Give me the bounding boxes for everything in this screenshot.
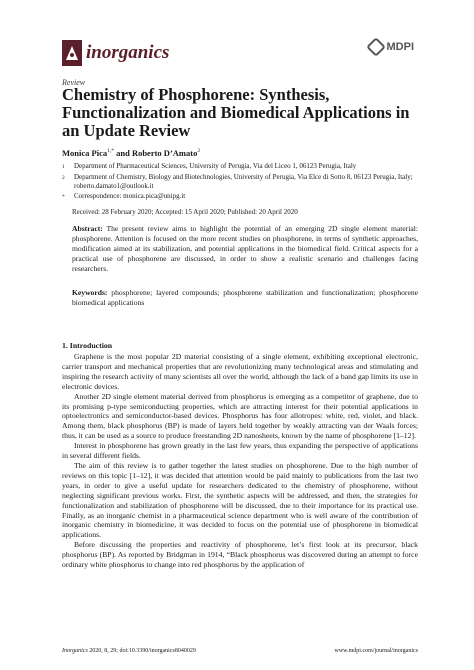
paragraph: Graphene is the most popular 2D material consisting of a single element, exhibiting exceptional electronic, carrier transport and mechanical properties that are revolutionizing many technological areas and stimulating and inspiring the research activity of many scientists all over the world, although the lack of a band gap limits its use in electronic devices. [62, 352, 418, 391]
affiliation-number: * [62, 193, 65, 200]
author-name[interactable]: Monica Pica [62, 148, 108, 158]
abstract [72, 224, 418, 274]
abstract-text: The present review aims to highlight the potential of an emerging 2D single element material: phosphorene. Attention is focused on the more recent studies on phosphorene, in terms of synthetic approaches, modification aimed at its stabilization, and potential applications in the biomedical field. Critical aspects for a practical use of phosphorene are discussed, in order to show a realistic scenario and challenges facing researchers. [72, 224, 418, 273]
paragraph: Before discussing the properties and reactivity of phosphorene, let’s first look at its precursor, black phosphorus (BP). As reported by Bridgman in 1914, “Black phosphorus was discovered during an attempt to force ordinary white phosphorus to change into red phosphorus by the application of [62, 540, 418, 570]
affiliation-text: Department of Chemistry, Biology and Biotechnologies, University of Perugia, Via Elce di Sotto 8, 06123 Perugia, Italy; roberto.damato1@outlook.it [74, 172, 413, 191]
footer-url[interactable]: www.mdpi.com/journal/inorganics [334, 648, 418, 654]
author-affiliation-mark: 1,* [107, 148, 114, 155]
journal-name: inorganics [86, 42, 170, 63]
affiliation-number: 2 [62, 174, 65, 181]
author-affiliation-mark: 2 [197, 148, 201, 155]
article-title: Chemistry of Phosphorene: Synthesis, Functionalization and Biomedical Applications in an Update Review [62, 85, 410, 140]
publisher-logo[interactable] [369, 40, 415, 54]
abstract-label: Abstract: [72, 224, 103, 233]
paragraph: Another 2D single element material derived from phosphorus is emerging as a competitor of graphene, due to its promising p-type semiconducting properties, which are attracting interest for their potential applications in optoelectronics and semiconductor-based devices. Phosphorus has four allotropes: white, red, violet, and black. Among them, black phosphorus (BP) is made of layers held together by weakly attracting van der Waals forces; thus, it can be used as a source to produce freestanding 2D nanosheets, known by the name of phosphorene [1–12]. [62, 391, 418, 441]
keywords-text: phosphorene; layered compounds; phosphorene stabilization and functionalization; phosphorene biomedical applications [72, 288, 418, 307]
paragraph: Interest in phosphorene has grown greatly in the last few years, thus expanding the perspective of applications in several different fields. [62, 441, 418, 461]
affiliation-text: Correspondence: monica.pica@unipg.it [74, 191, 186, 200]
author-name[interactable]: Roberto D’Amato [131, 148, 198, 158]
keywords-label: Keywords: [72, 288, 108, 297]
body-text [62, 352, 418, 570]
journal-logo[interactable] [62, 40, 169, 66]
affiliation-item [62, 192, 432, 203]
inorganics-logo-icon [62, 40, 82, 66]
footer-citation-text[interactable]: 2020, 8, 29; doi:10.3390/inorganics8040029 [87, 648, 196, 654]
publication-dates: Received: 28 February 2020; Accepted: 15 April 2020; Published: 20 April 2020 [72, 208, 298, 216]
publisher-name: MDPI [386, 41, 414, 53]
article-type: Review [62, 78, 86, 87]
affiliation-item [62, 173, 432, 192]
affiliation-text: Department of Pharmaceutical Sciences, University of Perugia, Via del Liceo 1, 06123 Perugia, Italy [74, 162, 357, 170]
paragraph: The aim of this review is to gather together the latest studies on phosphorene. Due to the high number of reviews on this topic [1–12], it was decided that attention would be paid mainly to publications from the last two years, in order to give a useful update for researchers dedicated to the chemistry of phosphorene, without neglecting significant previous works. First, the synthetic aspects will be addressed, and then, the strategies for functionalization and stabilization of phosphorene will be discussed, due to their importance for its practical use. Finally, as an inorganic chemist in a pharmaceutical science department who is well aware of the contribution of inorganic chemistry in biomedicine, it was decided to focus on the potential use of phosphorene in biomedical applications. [62, 460, 418, 540]
mdpi-logo-icon [366, 37, 386, 57]
affiliation-list [62, 162, 432, 202]
section-heading: 1. Introduction [62, 341, 113, 350]
footer-journal: Inorganics [62, 648, 88, 654]
author-conjunction: and [113, 148, 132, 158]
affiliation-item [62, 162, 432, 173]
keywords [72, 288, 418, 308]
footer-citation [62, 648, 196, 654]
author-list [62, 148, 200, 158]
affiliation-number: 1 [62, 164, 65, 170]
